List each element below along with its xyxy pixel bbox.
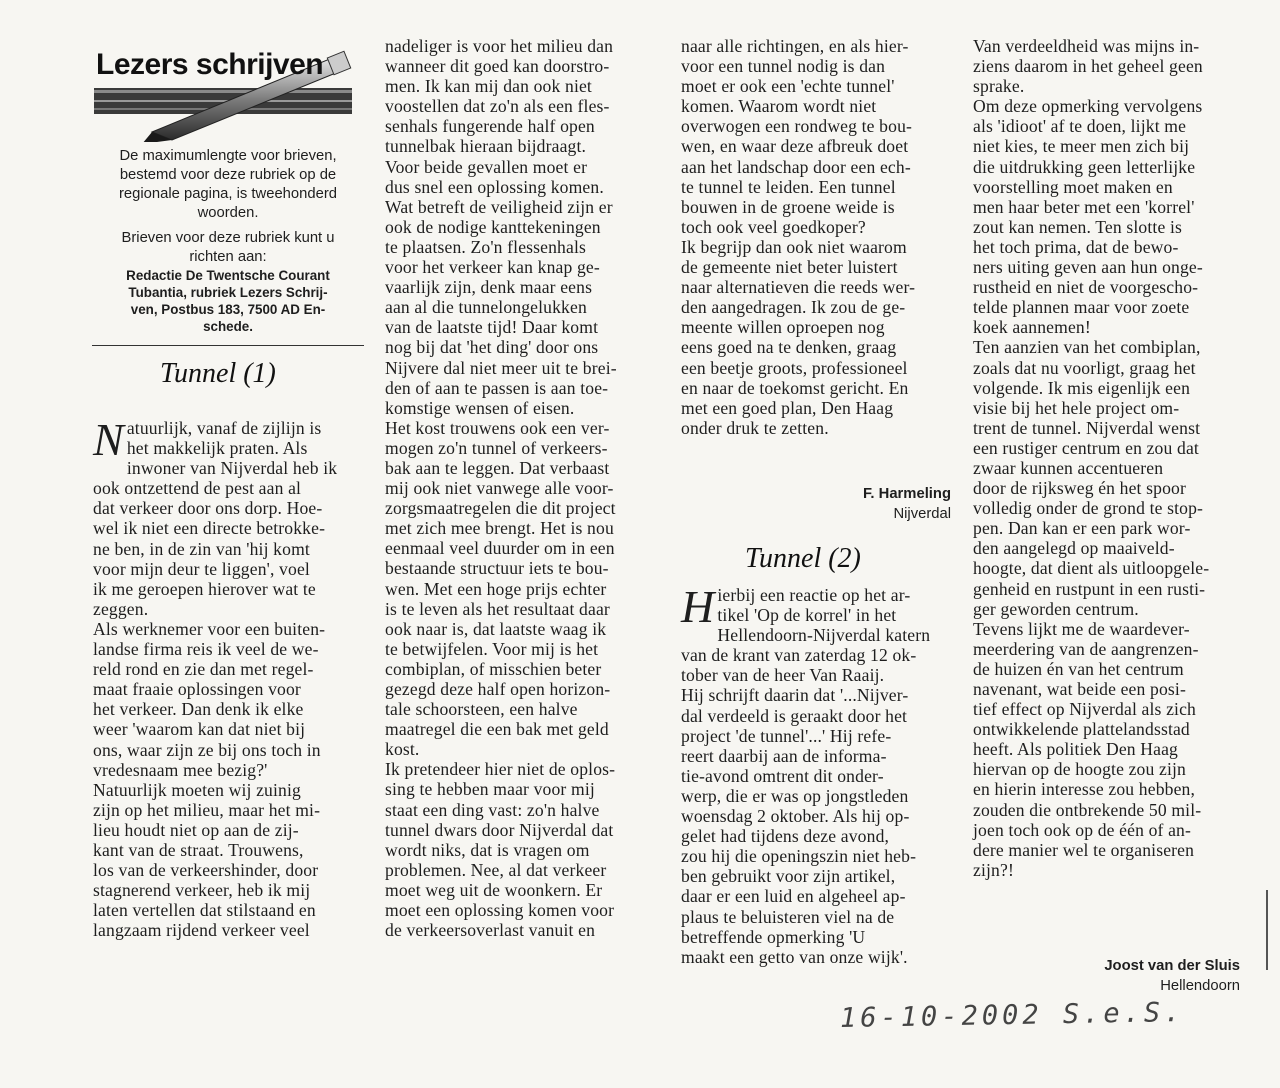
text-line: Om deze opmerking vervolgens [973,96,1203,117]
text-line: weer 'waarom kan dat niet bij [93,719,306,740]
text-line: moet er ook een 'echte tunnel' [681,76,895,97]
text-line: te betwijfelen. Voor mij is het [385,638,599,659]
text-line: niet kies, te meer men zich bij [973,136,1190,157]
text-line: tober van de heer Van Raaij. [681,665,885,686]
text-line: den aangedragen. Ik zou de ge- [681,297,906,318]
address-line: schede. [203,319,253,334]
text-line: laten vertellen dat stilstaand en [93,900,316,921]
text-line: maatregel die een bak met geld [385,719,609,740]
text-line: Nijvere dal niet meer uit te brei- [385,357,617,378]
text-line: senhals fungerende half open [385,116,595,137]
text-line: plaus te beluisteren viel na de [681,906,895,927]
column-2 [385,36,660,940]
text-line: den aangelegd op maaiveld- [973,538,1175,559]
letter2-place: Hellendoorn [1160,978,1240,994]
text-line: overwogen een rondweg te bou- [681,116,913,137]
text-line: hoogte, dat dient als uitloopgele- [973,558,1210,579]
text-line: dere manier wel te organiseren [973,839,1195,860]
text-line: maat fraaie oplossingen voor [93,679,301,700]
text-line: Natuurlijk moeten wij zuinig [93,779,301,800]
text-line: voor het verkeer kan knap ge- [385,257,600,278]
text-line: het makkelijk praten. Als [126,438,308,459]
text-line: ben gebruikt voor zijn artikel, [681,866,896,887]
text-line: eenmaal veel duurder om in een [385,538,615,559]
text-line: toch ook veel goedkoper? [681,216,866,237]
text-line: wanneer dit goed kan doorstro- [385,56,610,77]
text-line: problemen. Nee, al dat verkeer [385,859,607,880]
text-line: zorgsmaatregelen die dit project [385,498,616,519]
text-line: staat een ding vast: zo'n halve [385,799,600,820]
text-line: de gemeente niet beter luistert [681,257,898,278]
text-line: koek aannemen! [973,317,1091,338]
text-line: komstige wensen of eisen. [385,397,575,418]
text-line: wen. Met een hoge prijs echter [385,578,607,599]
text-line: hiervan op de hoogte zou zijn [973,759,1186,780]
text-line: het verkeer. Dan denk ik elke [93,699,304,720]
text-line: voor mijn deur te liggen', voel [93,558,310,579]
text-line: moet weg uit de woonkern. Er [385,879,603,900]
text-line: den of aan te passen is aan toe- [385,377,609,398]
text-line: betreffende opmerking 'U [681,926,866,947]
text-line: wordt niks, dat is vragen om [385,839,590,860]
divider-rule [92,345,364,346]
text-line: zeggen. [93,598,149,619]
intro-line: woorden. [197,205,259,221]
text-line: het toch prima, dat de bewo- [973,236,1179,257]
text-line: ons, waar zijn ze bij ons toch in [93,739,321,760]
address-intro-line: richten aan: [189,249,267,265]
text-line: Van verdeeldheid was mijns in- [973,36,1200,56]
text-line: voorstelling moet maken en [973,176,1173,197]
text-line: men haar beter met een 'korrel' [973,196,1195,217]
text-line: zijn?! [973,859,1014,880]
letter1-dropcap: N [93,414,124,465]
text-line: als 'idioot' af te doen, lijkt me [973,116,1187,137]
text-line: ook de nodige kanttekeningen [385,216,601,237]
rubric-logo [92,40,362,142]
text-line: eens goed na te denken, graag [681,337,897,358]
text-line: met een goed plan, Den Haag [681,397,894,418]
intro-line: regionale pagina, is tweehonderd [118,186,337,202]
text-line: ook ontzettend de pest aan al [93,478,302,499]
text-line: Hij schrijft daarin dat '...Nijver- [681,685,909,706]
text-line: ners uiting geven aan hun onge- [973,257,1203,278]
letter2-dropcap: H [681,581,715,632]
address-line: Redactie De Twentsche Courant [126,268,330,283]
text-line: van de krant van zaterdag 12 ok- [681,645,917,666]
text-line: reert daarbij aan de informa- [681,745,887,766]
scan-edge-mark [1266,890,1268,970]
text-line: Ik pretendeer hier niet de oplos- [385,759,616,780]
text-line: mogen zo'n tunnel of verkeers- [385,437,608,458]
address-line: ven, Postbus 183, 7500 AD En- [130,302,326,317]
text-line: een rustiger centrum en zou dat [973,437,1199,458]
text-line: stagnerend verkeer, heb ik mij [93,880,311,901]
text-line: Tevens lijkt me de waardever- [973,618,1190,639]
text-line: voor een tunnel nodig is dan [681,56,886,77]
text-line: voostellen dat zo'n als een fles- [385,96,610,117]
text-line: dal verdeeld is geraakt door het [681,705,908,726]
text-line: genheid en rustpunt in een rusti- [973,578,1206,599]
text-line: meente willen oproepen nog [681,317,885,338]
text-line: ger geworden centrum. [973,598,1139,619]
text-line: landse firma reis ik veel de we- [93,639,319,660]
text-line: is te leven als het resultaat daar [385,598,610,619]
text-line: tale schoorsteen, een halve [385,699,578,720]
text-line: atuurlijk, vanaf de zijlijn is [126,418,322,438]
text-line: trent de tunnel. Nijverdal wenst [973,417,1201,438]
text-line: zijn op het milieu, maar het mi- [93,799,321,820]
text-line: tie-avond omtrent dit onder- [681,765,884,786]
address-intro-line: Brieven voor deze rubriek kunt u [121,230,335,246]
text-line: naar alle richtingen, en als hier- [681,36,909,56]
text-line: telde plannen maar voor zoete [973,297,1190,318]
text-line: tikel 'Op de korrel' in het [717,605,897,626]
text-line: ziens daarom in het geheel geen [973,56,1203,77]
text-line: zoals dat nu voorligt, graag het [973,357,1196,378]
text-line: Het kost trouwens ook een ver- [385,417,610,438]
text-line: volledig onder de grond te stop- [973,498,1204,519]
text-line: reld rond en zie dan met regel- [93,659,314,680]
text-line: en hierin interesse zou hebben, [973,779,1196,800]
text-line: ik me geroepen hierover wat te [93,578,316,599]
text-line: heeft. Als politiek Den Haag [973,739,1179,760]
text-line: Ik begrijp dan ook niet waarom [681,236,907,257]
letter1-author: F. Harmeling [863,486,951,502]
address-line: Tubantia, rubriek Lezers Schrij- [128,285,328,300]
text-line: bak aan te leggen. Dat verbaast [385,457,610,478]
text-line: ook naar is, dat laatste waag ik [385,618,607,639]
letter1-place: Nijverdal [893,506,951,522]
text-line: dus snel een oplossing komen. [385,176,604,197]
text-line: vaarlijk zijn, denk maar eens [385,277,593,298]
column-1 [93,414,363,941]
text-line: visie bij het hele project om- [973,397,1180,418]
text-line: combiplan, of misschien beter [385,658,602,679]
text-line: men. Ik kan mij dan ook niet [385,76,592,97]
text-line: Wat betreft de veiligheid zijn er [385,196,613,217]
text-line: kant van de straat. Trouwens, [93,839,304,860]
text-line: bouwen in de groene weide is [681,196,895,217]
text-line: en naar de toekomst gericht. En [681,377,909,398]
text-line: pen. Dan kan er een park wor- [973,518,1191,539]
text-line: te tunnel te leiden. Een tunnel [681,176,896,197]
text-line: vredesnaam mee bezig?' [93,759,268,780]
text-line: zouden die ontbrekende 50 mil- [973,799,1202,820]
text-line: Als werknemer voor een buiten- [93,618,326,639]
letter1-heading: Tunnel (1) [160,358,276,389]
text-line: meerdering van de aangrenzen- [973,638,1199,659]
text-line: los van de verkeershinder, door [93,860,319,881]
text-line: lieu houdt niet op aan de zij- [93,819,299,840]
letter2-author: Joost van der Sluis [1104,958,1240,974]
text-line: de huizen én van het centrum [973,658,1184,679]
text-line: aan het landschap door een ech- [681,156,911,177]
text-line: gelet had tijdens deze avond, [681,826,890,847]
text-line: sprake. [973,76,1025,97]
text-line: naar alternatieven die reeds wer- [681,277,916,298]
text-line: gezegd deze half open horizon- [385,679,611,699]
text-line: bestaande structuur iets te bou- [385,558,609,579]
text-line: zwaar kunnen accentueren [973,457,1164,478]
intro-line: De maximumlengte voor brieven, [119,148,337,164]
text-line: onder druk te zetten. [681,417,829,438]
text-line: zout kan nemen. Ten slotte is [973,216,1182,237]
column-3-letter2 [681,581,956,967]
text-line: rustheid en niet de voorgescho- [973,277,1199,298]
intro-line: bestemd voor deze rubriek op de [119,167,337,183]
rubric-title: Lezers schrijven [96,48,324,81]
text-line: door de rijksweg én het spoor [973,478,1186,499]
text-line: tunnel dwars door Nijverdal dat [385,819,614,840]
text-line: dat verkeer door ons dorp. Hoe- [93,498,323,519]
text-line: zou hij die openingszin niet heb- [681,846,917,867]
letter1-signature [781,484,951,524]
text-line: ierbij een reactie op het ar- [717,585,911,605]
text-line: met zich mee brengt. Het is nou [385,518,614,539]
handwritten-date-stamp: 16-10-2002 S.e.S. [839,996,1185,1035]
text-line: een beetje groots, professioneel [681,357,908,378]
text-line: Hellendoorn-Nijverdal katern [717,625,931,646]
text-line: volgende. Ik mis eigenlijk een [973,377,1191,398]
text-line: tunnelbak hieraan bijdraagt. [385,136,587,157]
text-line: langzaam rijdend verkeer veel [93,920,310,941]
text-line: moet een oplossing komen voor [385,900,615,921]
column-3 [681,36,956,438]
column-4 [973,36,1253,880]
text-line: komen. Waarom wordt niet [681,96,877,117]
letter2-heading: Tunnel (2) [745,543,861,574]
text-line: project 'de tunnel'...' Hij refe- [681,725,892,746]
text-line: ne ben, in de zin van 'hij komt [93,538,310,559]
text-line: wen, en waar deze afbreuk doet [681,136,909,157]
text-line: navenant, wat beide een posi- [973,679,1186,699]
text-line: wel ik niet een directe betrokke- [93,518,326,539]
text-line: kost. [385,739,420,760]
text-line: aan al die tunnelongelukken [385,297,587,318]
text-line: daar er een luid en algeheel ap- [681,886,906,907]
text-line: die uitdrukking geen letterlijke [973,156,1196,177]
text-line: maakt een getto van onze wijk'. [681,946,908,967]
text-line: nadeliger is voor het milieu dan [385,36,614,56]
text-line: woensdag 2 oktober. Als hij op- [681,806,910,827]
text-line: te plaatsen. Zo'n flessenhals [385,236,586,257]
text-line: ontwikkelende plattelandsstad [973,719,1190,740]
letter2-signature [1000,956,1240,996]
text-line: nog bij dat 'het ding' door ons [385,337,599,358]
text-line: joen toch ook op de één of an- [973,819,1191,840]
text-line: sing te hebben maar voor mij [385,779,595,800]
text-line: mij ook niet vanwege alle voor- [385,478,614,499]
rubric-intro [92,147,364,335]
text-line: van de laatste tijd! Daar komt [385,317,599,338]
text-line: Ten aanzien van het combiplan, [973,337,1201,358]
text-line: inwoner van Nijverdal heb ik [126,458,338,479]
text-line: werp, die er was op jongstleden [681,785,909,806]
text-line: Voor beide gevallen moet er [385,156,588,177]
text-line: de verkeersoverlast vanuit en [385,920,596,941]
text-line: tief effect op Nijverdal als zich [973,699,1196,720]
